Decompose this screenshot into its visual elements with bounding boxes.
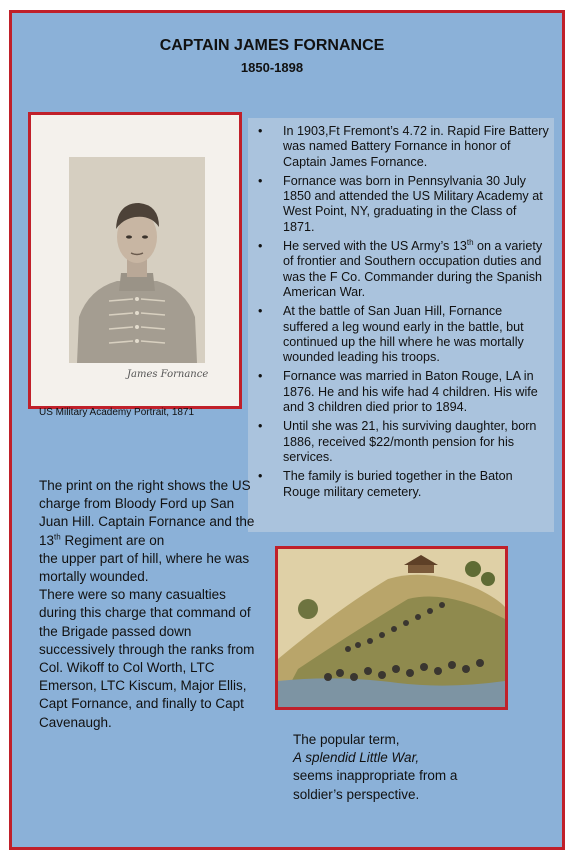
- fact-item: • He served with the US Army’s 13th on a variety of frontier and Southern occupation duties and was the F Co. Commander during the Spanish American War.: [258, 237, 543, 299]
- battle-illustration: [278, 549, 505, 707]
- charge-description: The print on the right shows the US charge from Bloody Ford up San Juan Hill. Captain Fornance and the 13th Regiment are on the upper part of hill, where he was mortally wounded. There were so many casualties during this charge that command of the Brigade passed down successively through the ranks from Col. Wikoff to Col Worth, LTC Emerson, LTC Kiscum, Major Ellis, Capt Fornance, and finally to Capt Cavenaugh.: [39, 478, 255, 730]
- facts-list: [248, 118, 554, 532]
- bullet-icon: •: [258, 469, 263, 484]
- portrait-signature: James Fornance: [127, 369, 209, 380]
- fact-item: • Fornance was born in Pennsylvania 30 July 1850 and attended the US Military Academy at West Point, NY, graduating in the Class of 1871.: [258, 173, 543, 234]
- fact-item: • The family is buried together in the Baton Rouge military cemetery.: [258, 469, 513, 499]
- fact-item: • In 1903,Ft Fremont’s 4.72 in. Rapid Fire Battery was named Battery Fornance in honor of Captain James Fornance.: [258, 124, 549, 169]
- life-years: 1850-1898: [240, 60, 304, 75]
- fact-item: • Until she was 21, his surviving daughter, born 1886, received $22/month pension for his services.: [258, 419, 537, 464]
- bullet-icon: •: [258, 419, 263, 434]
- bullet-icon: •: [258, 173, 263, 188]
- portrait-caption: US Military Academy Portrait, 1871: [39, 407, 195, 418]
- fact-item: • Fornance was married in Baton Rouge, LA in 1876. He and his wife had 4 children. His wife and 3 children died prior to 1894.: [258, 369, 538, 415]
- page-title: CAPTAIN JAMES FORNANCE: [159, 37, 385, 54]
- bullet-icon: •: [258, 239, 263, 254]
- san-juan-hill-print: [275, 546, 508, 710]
- quote-splendid-little-war: A splendid Little War,: [293, 750, 420, 766]
- bullet-icon: •: [258, 124, 263, 138]
- fact-item: • At the battle of San Juan Hill, Fornance suffered a leg wound early in the battle, but continued up the hill where he was mortally wounded leading his troops.: [258, 304, 524, 365]
- poster: [9, 10, 565, 850]
- popular-term-note: The popular term, A splendid Little War, seems inappropriate from a soldier’s perspective.: [293, 732, 458, 802]
- cadet-portrait-illustration: [69, 157, 205, 363]
- bullet-icon: •: [258, 369, 263, 384]
- portrait-image: [28, 112, 242, 409]
- bullet-icon: •: [258, 304, 263, 319]
- portrait-photo: [69, 157, 205, 363]
